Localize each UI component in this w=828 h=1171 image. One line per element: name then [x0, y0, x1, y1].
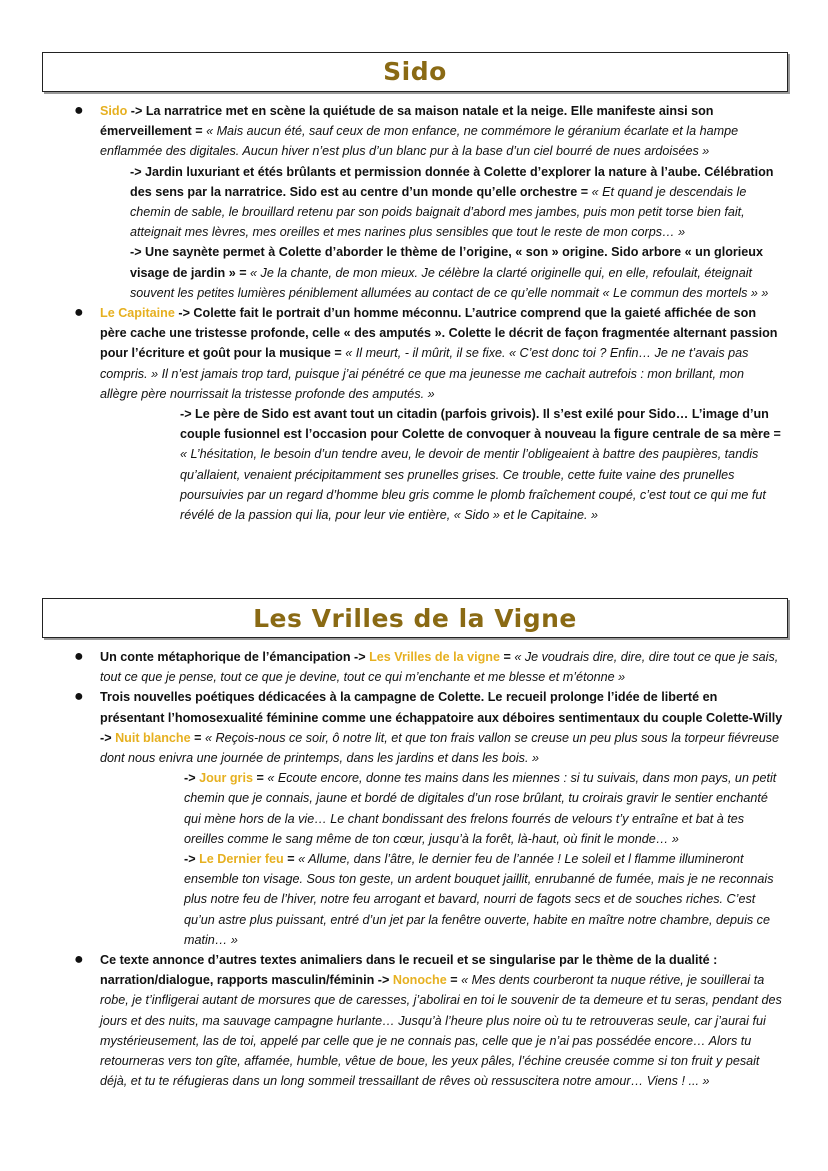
highlight-title: Le Capitaine	[100, 306, 175, 321]
quote-text: « Allume, dans l’âtre, le dernier feu de l’année ! Le soleil et l flamme illumineront ensemble ton visage. Sous ton geste, un ardent bouquet jaillit, enrubanné de fumée, mais je ne reconnais plus notre feu de l’hiver, notre feu arrogant et bavard, nourri de fagots secs et de souches riches. C’est qu’un astre plus puissant, entré d’un jet par la fenêtre ouverte, habite en maître notre chambre, depuis ce matin… »	[184, 852, 774, 947]
bold-text: -> La narratrice met en scène la quiétude de sa maison natale et la neige. Elle manifeste ainsi son émerveillement =	[100, 104, 714, 139]
equals-text: =	[499, 650, 515, 664]
section-title: Les Vrilles de la Vigne	[253, 604, 577, 633]
equals-text: =	[190, 730, 205, 745]
paragraph	[100, 849, 784, 950]
list-item	[72, 950, 784, 1091]
section-title-box	[42, 52, 788, 92]
section-sido	[72, 101, 784, 525]
quote-text: « Ecoute encore, donne tes mains dans les miennes : si tu suivais, dans mon pays, un petit chemin que je connais, jaune et bordé de digitales d’un rose brûlant, tu croirais gravir le sentier enchanté qui mène hors de la vie… Le chant bondissant des frelons fourrés de velours t’y entraîne et bat à tes oreilles comme le sang même de ton cœur, jusqu’à la forêt, là-haut, où finit le monde… »	[184, 771, 777, 846]
section-title: Sido	[383, 57, 447, 86]
equals-text: =	[252, 771, 268, 786]
bullet-icon: ●	[74, 102, 84, 119]
bold-text: Ce texte annonce d’autres textes animaliers dans le recueil et se singularise par le thème de la dualité : narration/dialogue, rapports masculin/féminin ->	[100, 953, 718, 988]
highlight-title: Nonoche	[392, 973, 447, 988]
list-item	[72, 303, 784, 525]
bold-text: Trois nouvelles poétiques dédicacées à la campagne de Colette. Le recueil prolonge l’idée de liberté en présentant l’homosexualité féminine comme une échappatoire aux déboires sentimentaux du couple Colette-Willy ->	[100, 690, 783, 745]
list-item	[72, 101, 784, 303]
quote-text: « Mes dents courberont ta nuque rétive, je souillerai ta robe, je t’infligerai autant de morsures que de caresses, j’abolirai en toi le souvenir de ta demeure et tu seras, pendant des jours et des nuits, ma sauvage campagne hurlante… Jusqu’à l’heure plus noire où tu te retrouveras seule, car j’aurai fui mystérieusement, las de toi, appelé par celle que je ne connais pas, celle que je n’ai pas possédée encore… Alors tu retourneras vers ton gîte, affamée, humble, vêtue de boue, les yeux pâles, l’échine creusée comme si ton fruit y pesait déjà, et tu te réfugieras dans un long sommeil tressaillant de rêves où ressuscitera notre amour… Viens ! ... »	[100, 973, 782, 1089]
bullet-icon: ●	[74, 648, 84, 665]
paragraph	[100, 687, 784, 768]
quote-text: « Reçois-nous ce soir, ô notre lit, et que ton frais vallon se creuse un peu plus sous la torpeur fiévreuse dont nous enivra une journée de printemps, dans les jardins et dans les bois. »	[100, 730, 780, 766]
paragraph	[100, 404, 784, 525]
paragraph	[100, 950, 784, 1091]
quote-text: « Il meurt, - il mûrit, il se fixe. « C’est donc toi ? Enfin… Je ne t’avais pas compris. » Il n’est jamais trop tard, puisque j’ai pénétré ce que ma jeunesse me cachait autrefois : mon brillant, mon allègre père nourrissait la tristesse profonde des amputés. »	[100, 346, 749, 401]
quote-text: « Je voudrais dire, dire, dire tout ce que je sais, tout ce que je pense, tout ce que je devine, tout ce qui m’enchante et me blesse et m’étonne »	[100, 650, 779, 685]
bold-text: -> Jardin luxuriant et étés brûlants et permission donnée à Colette d’explorer la nature à l’aube. Célébration des sens par la narratrice. Sido est au centre d’un monde qu’elle orchestre =	[130, 164, 774, 199]
highlight-title: Jour gris	[199, 771, 253, 786]
bold-text: Un conte métaphorique de l’émancipation ->	[100, 650, 370, 664]
bold-text: -> Une saynète permet à Colette d’aborder le thème de l’origine, « son » origine. Sido arbore « un glorieux visage de jardin » =	[130, 245, 763, 280]
paragraph	[100, 647, 784, 687]
highlight-title: Le Dernier feu	[199, 852, 284, 867]
bold-text: -> Le père de Sido est avant tout un citadin (parfois grivois). Il s’est exilé pour Sido… L’image d’un couple fusionnel est l’occasion pour Colette de convoquer à nouveau la figure centrale de sa mère =	[180, 407, 781, 442]
bullet-icon: ●	[74, 951, 84, 969]
quote-text: « Et quand je descendais le chemin de sable, le brouillard retenu par son poids baignait d’abord mes jambes, puis mon petit torse bien fait, atteignait mes lèvres, mes oreilles et mes narines plus sensibles que tout le reste de mon corps… »	[130, 184, 747, 240]
section-vrilles	[72, 647, 784, 1091]
paragraph	[100, 768, 784, 849]
quote-text: « Mais aucun été, sauf ceux de mon enfance, ne commémore le géranium écarlate et la hampe enflammée des digitales. Aucun hiver n’est plus d’un blanc pur à la base d’un ciel bourré de nues ardoisées »	[100, 124, 739, 159]
bullet-icon: ●	[74, 688, 84, 706]
paragraph	[100, 242, 784, 303]
paragraph	[100, 162, 784, 243]
paragraph	[100, 303, 784, 404]
section-title-box	[42, 598, 788, 638]
equals-text: =	[283, 852, 299, 867]
bullet-icon: ●	[74, 304, 84, 322]
highlight-title: Les Vrilles de la vigne	[369, 650, 500, 664]
list-item	[72, 647, 784, 687]
list-item	[72, 687, 784, 950]
paragraph	[100, 101, 784, 162]
quote-text: « Je la chante, de mon mieux. Je célèbre la clarté originelle qui, en elle, refoulait, éteignait souvent les petites lumières péniblement allumées au contact de ce qu’elle nommait « Le commun des mortels » »	[130, 265, 769, 300]
highlight-title: Sido	[100, 104, 128, 118]
arrow-text: ->	[184, 771, 200, 786]
highlight-title: Nuit blanche	[115, 730, 191, 745]
quote-text: « L’hésitation, le besoin d’un tendre aveu, le devoir de mentir l’obligeaient à battre des paupières, tandis qu’allaient, venaient précipitamment ses prunelles grises. Ce trouble, cette fuite vaine des prunelles poursuivies par un regard d’homme bleu gris comme le plomb fraîchement coupé, c’est tout ce qui me fut révélé de la passion qui lia, pour leur vie entière, « Sido » et le Capitaine. »	[180, 447, 766, 523]
bold-text: -> Colette fait le portrait d’un homme méconnu. L’autrice comprend que la gaieté affichée de son père cache une tristesse profonde, celle « des amputés ». Colette le décrit de façon fragmentée alternant passion pour l’écriture et goût pour la musique =	[100, 306, 778, 361]
arrow-text: ->	[184, 852, 200, 867]
equals-text: =	[446, 973, 462, 988]
